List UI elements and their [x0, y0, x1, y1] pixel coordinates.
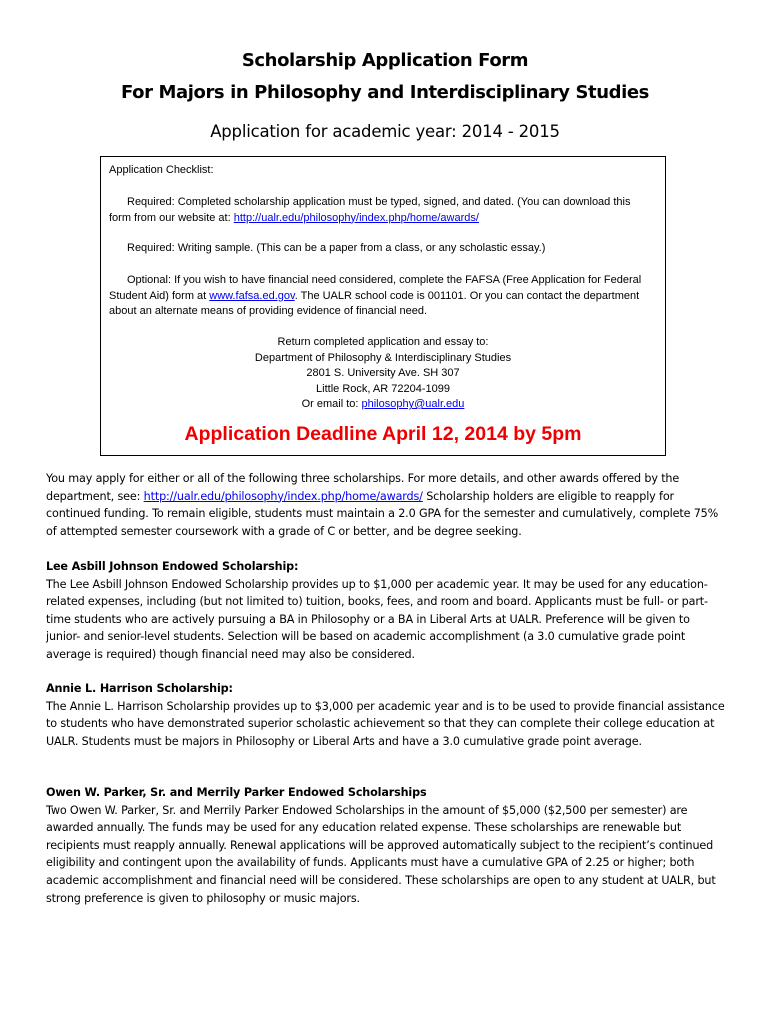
return-line-1: Return completed application and essay to:: [277, 336, 489, 348]
scholarship-heading: Owen W. Parker, Sr. and Merrily Parker Endowed Scholarships: [46, 786, 427, 799]
return-line-4: Little Rock, AR 72204-1099: [316, 382, 450, 395]
scholarship-heading: Annie L. Harrison Scholarship:: [46, 682, 233, 695]
application-checklist-box: [100, 156, 666, 456]
fafsa-text-a: Optional: If you wish to have financial need considered, complete the FAFSA (Free Application for Federal Student Aid) form at: [109, 274, 642, 302]
application-deadline: Application Deadline April 12, 2014 by 5pm: [184, 423, 582, 445]
scholarship-lee-asbill-johnson: [46, 558, 726, 664]
checklist-required-application: [109, 195, 655, 226]
scholarship-description: Two Owen W. Parker, Sr. and Merrily Parker Endowed Scholarships in the amount of $5,000 ($2,500 per semester) are awarded annually. The funds may be used for any education related expense. These scholarships are renewable but recipients must reapply annually. Renewal applications will be approved automatically subject to the recipient’s continued eligibility and contingent upon the availability of funds. Applicants must have a cumulative GPA of 2.25 or higher; both academic accomplishment and financial need will be considered. These scholarships are open to any student at UALR, but strong preference is given to philosophy or music majors.: [46, 803, 716, 905]
checklist-label: Application Checklist:: [109, 164, 214, 176]
scholarship-description: The Annie L. Harrison Scholarship provides up to $3,000 per academic year and is to be used to provide financial assistance to students who have demonstrated superior scholastic achievement so that they can complete their college education at UALR. Students must be majors in Philosophy or Liberal Arts and have a 3.0 cumulative grade point average.: [46, 699, 725, 748]
intro-text-a: You may apply for either or all of the following three scholarships. For more details, and other awards offered by the department, see:: [46, 472, 680, 503]
scholarship-heading: Lee Asbill Johnson Endowed Scholarship:: [46, 560, 299, 573]
awards-page-link[interactable]: http://ualr.edu/philosophy/index.php/home/awards/: [233, 211, 479, 224]
checklist-optional-fafsa: [109, 273, 655, 320]
form-title: Scholarship Application Form: [241, 50, 529, 71]
return-address: [101, 335, 665, 413]
scholarship-description: The Lee Asbill Johnson Endowed Scholarship provides up to $1,000 per academic year. It may be used for any education-related expenses, including (but not limited to) tuition, books, fees, and room and board. Applicants must be full- or part-time students who are actively pursuing a BA in Philosophy or a BA in Liberal Arts at UALR. Preference will be given to junior- and senior-level students. Selection will be based on academic accomplishment (a 3.0 cumulative grade point average is required) though financial need may also be considered.: [46, 577, 708, 661]
intro-paragraph: [46, 470, 726, 540]
scholarship-owen-parker: [46, 784, 726, 907]
return-line-3: 2801 S. University Ave. SH 307: [306, 367, 460, 379]
intro-text-b: Scholarship holders are eligible to reapply for continued funding. To remain eligible, students must maintain a 2.0 GPA for the semester and cumulatively, complete 75% of attempted semester coursework with a grade of C or better, and be degree seeking.: [46, 489, 719, 538]
fafsa-link[interactable]: www.fafsa.ed.gov: [209, 289, 295, 302]
return-line-2: Department of Philosophy & Interdisciplinary Studies: [254, 351, 512, 364]
return-email-label: Or email to:: [301, 398, 362, 410]
return-email-link[interactable]: philosophy@ualr.edu: [361, 398, 465, 410]
form-subtitle: For Majors in Philosophy and Interdisciplinary Studies: [120, 82, 649, 103]
fafsa-text-b: . The UALR school code is 001101. Or you can contact the department about an alternate means of providing evidence of financial need.: [109, 289, 640, 317]
scholarship-annie-harrison: [46, 680, 726, 750]
checklist-required-writing-sample: Required: Writing sample. (This can be a paper from a class, or any scholastic essay.): [127, 242, 546, 254]
intro-awards-link[interactable]: http://ualr.edu/philosophy/index.php/home/awards/: [143, 489, 423, 503]
academic-year: Application for academic year: 2014 - 2015: [210, 122, 560, 141]
required-application-text: Required: Completed scholarship application must be typed, signed, and dated. (You can download this form from our website at:: [109, 196, 631, 224]
